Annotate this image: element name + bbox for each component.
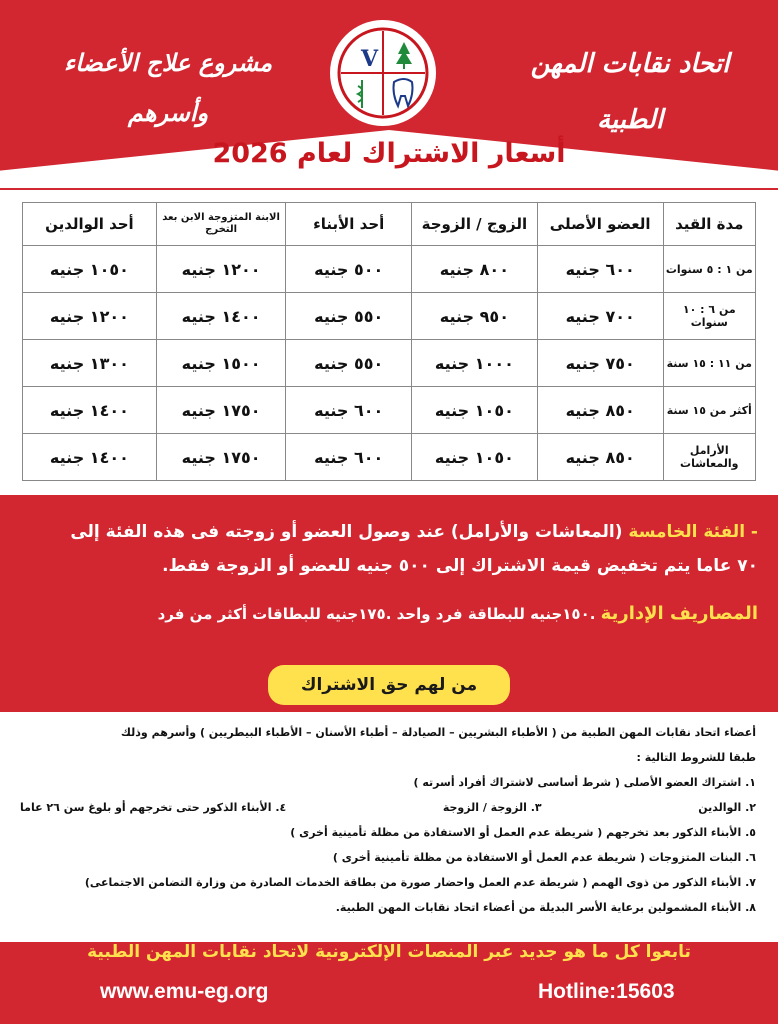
table-cell: ٨٥٠ جنيه	[537, 387, 663, 434]
table-cell: ١٤٠٠ جنيه	[23, 387, 157, 434]
hotline-number[interactable]: Hotline:15603	[538, 980, 675, 1003]
condition-item: ٨. الأبناء المشمولين برعاية الأسر البديلة من أعضاء اتحاد نقابات المهن الطبية.	[335, 901, 756, 914]
table-cell: ١٤٠٠ جنيه	[156, 293, 286, 340]
table-cell: ٦٠٠ جنيه	[286, 387, 412, 434]
table-cell: ١٥٠٠ جنيه	[156, 340, 286, 387]
table-cell: ١٢٠٠ جنيه	[156, 246, 286, 293]
table-cell: أكثر من ١٥ سنة	[663, 387, 755, 434]
table-cell: ٥٠٠ جنيه	[286, 246, 412, 293]
table-cell: ٦٠٠ جنيه	[286, 434, 412, 481]
column-header: العضو الأصلى	[537, 203, 663, 246]
table-cell: ١٢٠٠ جنيه	[23, 293, 157, 340]
page-title: أسعار الاشتراك لعام 2026	[212, 138, 566, 169]
condition-item: ٧. الأبناء الذكور من ذوى الهمم ( شريطة عدم العمل واحضار صورة من بطاقة الخدمات الصادرة من وزارة التضامن الاجتماعى)	[84, 876, 756, 889]
table-row	[23, 340, 756, 387]
table-row	[23, 293, 756, 340]
table-cell: من ٦ : ١٠ سنوات	[663, 293, 755, 340]
fifth-category-text-2: ٧٠ عاما يتم تخفيض قيمة الاشتراك إلى ٥٠٠ جنيه للعضو أو الزوجة فقط.	[162, 556, 758, 576]
condition-item: ٢. الوالدين	[698, 801, 756, 814]
condition-item: ١. اشتراك العضو الأصلى ( شرط أساسى لاشتراك أفراد أسرته )	[413, 776, 756, 789]
admin-fees-text: .١٥٠جنيه للبطاقة فرد واحد .١٧٥جنيه للبطاقات أكثر من فرد	[157, 605, 601, 623]
admin-fees-label: المصاريف الإدارية	[600, 603, 758, 624]
condition-item: ٣. الزوجة / الزوجة	[442, 801, 542, 814]
table-cell: ١٠٥٠ جنيه	[412, 387, 538, 434]
table-cell: ٦٠٠ جنيه	[537, 246, 663, 293]
table-cell: ١٠٥٠ جنيه	[412, 434, 538, 481]
table-header-row	[23, 203, 756, 246]
column-header: أحد الوالدين	[23, 203, 157, 246]
condition-item: ٤. الأبناء الذكور حتى تخرجهم أو بلوغ سن ٢٦ عاما	[20, 801, 287, 814]
follow-us-line: تابعوا كل ما هو جديد عبر المنصات الإلكترونية لاتحاد نقابات المهن الطبية	[87, 942, 691, 962]
eligibility-intro: أعضاء اتحاد نقابات المهن الطبية من ( الأطباء البشريين – الصيادلة – أطباء الأسنان – الأطباء البيطريين ) وأسرهم وذلك	[120, 726, 756, 739]
website-link[interactable]: www.emu-eg.org	[100, 980, 269, 1003]
column-header: مدة القيد	[663, 203, 755, 246]
table-cell: ٥٥٠ جنيه	[286, 293, 412, 340]
table-cell: ٨٠٠ جنيه	[412, 246, 538, 293]
condition-item: ٦. البنات المتزوجات ( شريطة عدم العمل أو الاستفادة من مظلة تأمينية أخرى )	[332, 851, 756, 864]
table-row	[23, 246, 756, 293]
table-cell: ١٧٥٠ جنيه	[156, 387, 286, 434]
table-cell: ٨٥٠ جنيه	[537, 434, 663, 481]
admin-fees-note	[18, 603, 758, 624]
price-table-area	[0, 190, 778, 495]
column-header: الابنة المتزوجة الابن بعد التخرج	[156, 203, 286, 246]
table-cell: ٩٥٠ جنيه	[412, 293, 538, 340]
table-row	[23, 387, 756, 434]
table-cell: من ١١ : ١٥ سنة	[663, 340, 755, 387]
table-row	[23, 434, 756, 481]
table-cell: ١٠٥٠ جنيه	[23, 246, 157, 293]
union-logo: اتحاد نقابات المهن الطبية	[530, 49, 730, 135]
table-cell: ١٤٠٠ جنيه	[23, 434, 157, 481]
table-cell: الأرامل والمعاشات	[663, 434, 755, 481]
table-cell: ١٠٠٠ جنيه	[412, 340, 538, 387]
eligibility-conditions	[20, 720, 756, 920]
condition-row	[20, 795, 756, 820]
table-cell: من ١ : ٥ سنوات	[663, 246, 755, 293]
table-cell: ٥٥٠ جنيه	[286, 340, 412, 387]
column-header: الزوج / الزوجة	[412, 203, 538, 246]
fifth-category-text: (المعاشات والأرامل) عند وصول العضو أو زوجته فى هذه الفئة إلى	[70, 522, 629, 542]
union-emblem-icon	[328, 18, 438, 128]
condition-item: ٥. الأبناء الذكور بعد تخرجهم ( شريطة عدم العمل أو الاستفادة من مظلة تأمينية أخرى )	[290, 826, 756, 839]
eligibility-section	[0, 712, 778, 942]
svg-text:V: V	[361, 46, 379, 72]
table-cell: ١٣٠٠ جنيه	[23, 340, 157, 387]
project-logo: مشروع علاج الأعضاء وأسرهم	[63, 48, 273, 127]
fifth-category-label: - الفئة الخامسة	[628, 522, 758, 542]
eligibility-intro-2: طبقا للشروط التالية :	[636, 751, 756, 764]
price-table	[22, 202, 756, 481]
column-header: أحد الأبناء	[286, 203, 412, 246]
fifth-category-note	[18, 515, 758, 583]
table-cell: ٧٥٠ جنيه	[537, 340, 663, 387]
table-cell: ٧٠٠ جنيه	[537, 293, 663, 340]
eligibility-heading: من لهم حق الاشتراك	[268, 665, 510, 705]
table-cell: ١٧٥٠ جنيه	[156, 434, 286, 481]
